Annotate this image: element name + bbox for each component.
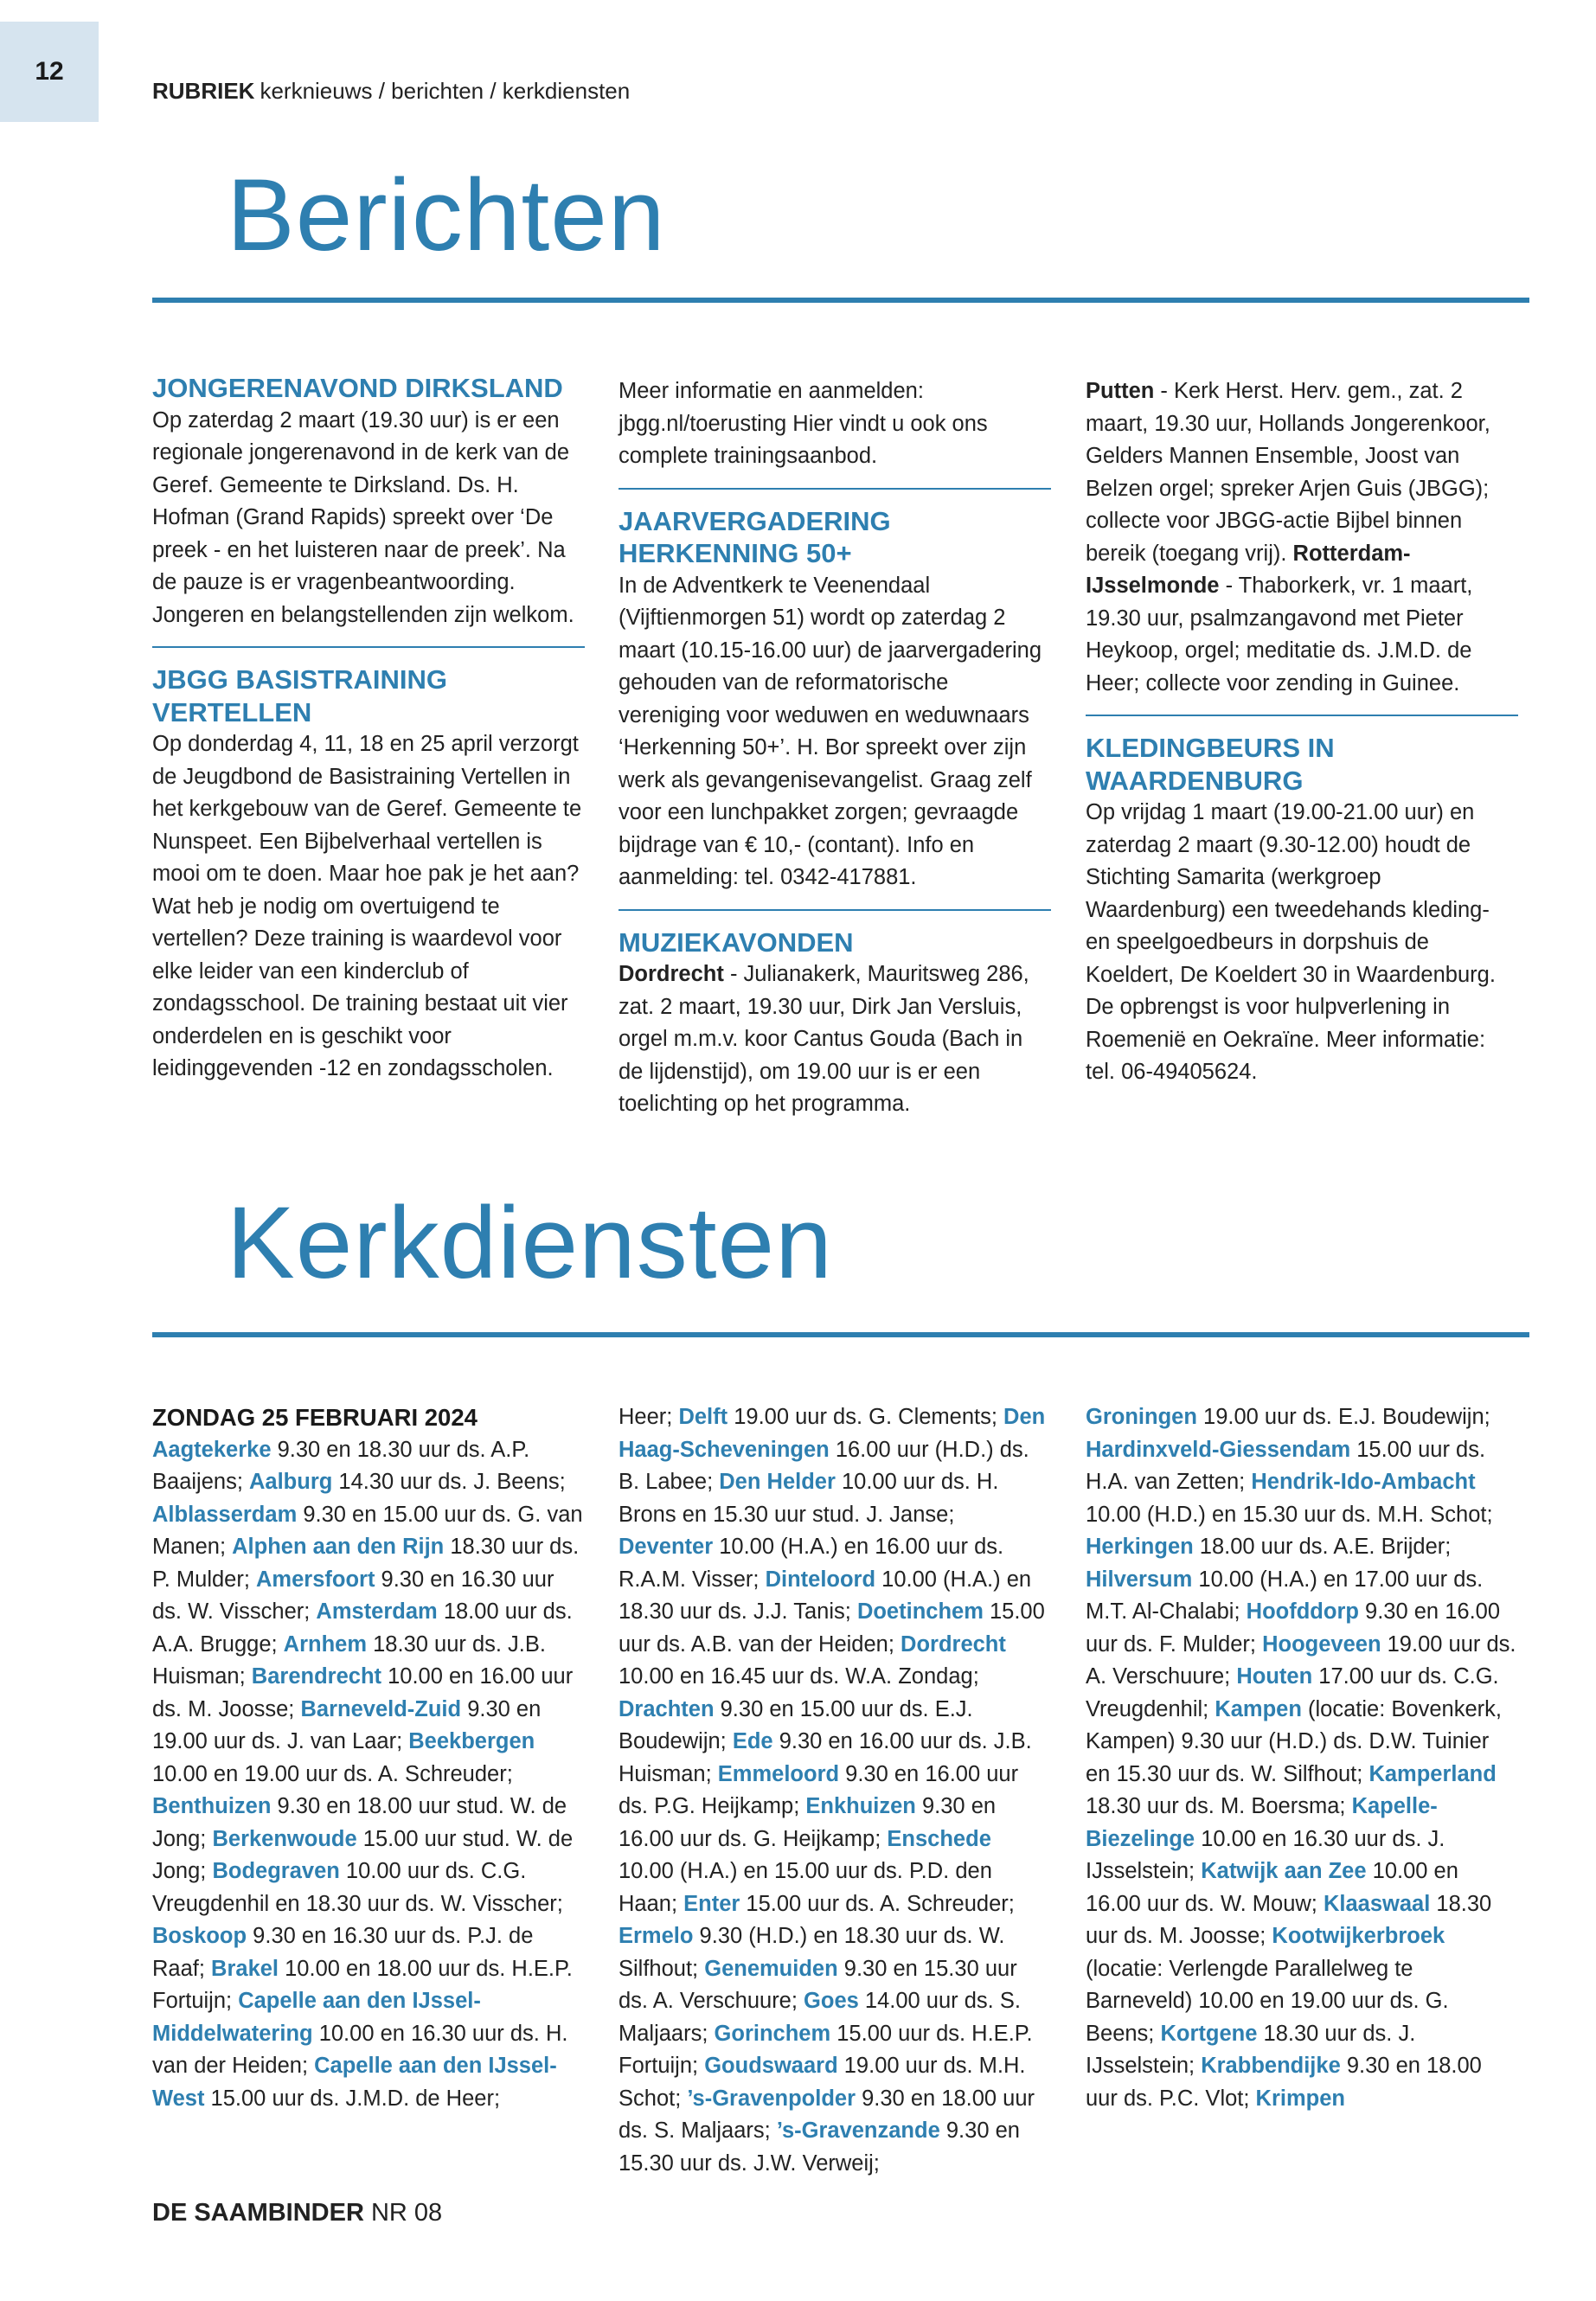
service-place: Katwijk aan Zee: [1201, 1859, 1367, 1883]
service-details: 10.00 en 16.45 uur ds. W.A. Zondag;: [619, 1664, 979, 1689]
service-place: Deventer: [619, 1535, 714, 1559]
service-details: 9.30 en 16.00 uur ds. G. Heijkamp;: [619, 1794, 997, 1851]
article-heading-kledingbeurs: KLEDINGBEURS IN WAARDENBURG: [1086, 733, 1335, 796]
berichten-column-1: [152, 372, 585, 1086]
service-details: 15.00 uur ds. H.E.P. Fortuijn;: [619, 2021, 1033, 2078]
kerkdiensten-column-3: [1086, 1401, 1518, 2115]
service-place: Amersfoort: [256, 1567, 375, 1592]
service-place: Enschede: [887, 1826, 991, 1851]
service-details: 18.30 uur ds. P. Mulder;: [152, 1535, 580, 1592]
service-place: Houten: [1236, 1664, 1313, 1689]
service-place: Goudswaard: [704, 2054, 838, 2078]
service-place: Goes: [804, 1989, 859, 2013]
service-details: 10.00 en 19.00 uur ds. A. Schreuder;: [152, 1761, 513, 1786]
footer: [152, 2199, 442, 2227]
footer-magazine: DE SAAMBINDER: [152, 2199, 364, 2227]
service-details: 10.00 en 16.00 uur ds. W. Mouw;: [1086, 1859, 1458, 1916]
service-place: Emmeloord: [717, 1761, 840, 1786]
service-place: Alblasserdam: [152, 1502, 298, 1527]
service-details: 10.00 en 16.30 uur ds. J. IJsselstein;: [1086, 1826, 1445, 1883]
service-place: Barendrecht: [251, 1664, 382, 1689]
muziek-place-dordrecht: Dordrecht: [619, 962, 724, 986]
service-details: 10.00 (H.D.) en 15.30 uur ds. M.H. Schot;: [1086, 1502, 1493, 1527]
service-place: Den Haag-Scheveningen: [619, 1405, 1046, 1462]
service-details: 18.30 uur ds. M. Joosse;: [1086, 1891, 1492, 1948]
service-details: 9.30 en 18.00 uur ds. P.C. Vlot;: [1086, 2054, 1482, 2111]
article-heading-jaarvergadering: JAARVERGADERING HERKENNING 50+: [619, 505, 891, 568]
service-details: 9.30 en 19.00 uur ds. J. van Laar;: [152, 1696, 542, 1753]
service-details: 9.30 en 16.00 uur ds. F. Mulder;: [1086, 1599, 1501, 1657]
service-place: Kapelle-Biezelinge: [1086, 1794, 1438, 1851]
article-separator: [619, 909, 1051, 911]
service-details: 10.00 en 16.00 uur ds. M. Joosse;: [152, 1664, 574, 1721]
muziek-text-rotterdam: - Thaborkerk, vr. 1 maart, 19.30 uur, psalmzangavond met Pieter Heykoop, orgel; meditatie ds. J.M.D. de Heer; collecte voor zending in Guinee.: [1086, 574, 1473, 695]
berichten-column-3: [1086, 375, 1518, 1089]
service-details: 15.00 uur ds. A. Schreuder;: [740, 1891, 1015, 1916]
article-separator: [152, 646, 585, 648]
article-separator: [619, 488, 1051, 490]
service-place: Hilversum: [1086, 1567, 1193, 1592]
service-details: 18.30 uur ds. M. Boersma;: [1086, 1794, 1352, 1818]
service-place: Groningen: [1086, 1405, 1197, 1429]
service-place: Klaaswaal: [1323, 1891, 1431, 1916]
service-place: Kortgene: [1160, 2021, 1258, 2046]
article-heading-muziekavonden: MUZIEKAVONDEN: [619, 926, 854, 958]
services-list: [1086, 1401, 1518, 2115]
berichten-title: Berichten: [227, 158, 666, 272]
service-place: Delft: [678, 1405, 728, 1429]
service-place: Beekbergen: [408, 1729, 535, 1753]
kerkdiensten-rule: [152, 1332, 1529, 1337]
service-details: 10.00 uur ds. H. Brons en 15.30 uur stud. J. Janse;: [619, 1470, 999, 1527]
service-details: 19.00 uur ds. E.J. Boudewijn;: [1196, 1405, 1490, 1429]
article-heading-jongerenavond: JONGERENAVOND DIRKSLAND: [152, 373, 563, 403]
service-details: 10.00 (H.A.) en 17.00 uur ds. M.T. Al-Chalabi;: [1086, 1567, 1484, 1624]
service-details: 19.00 uur ds. G. Clements;: [727, 1405, 1004, 1429]
service-place: Dinteloord: [765, 1567, 876, 1592]
service-place: Brakel: [211, 1956, 279, 1981]
article-separator: [1086, 715, 1518, 716]
services-list: [152, 1434, 585, 2116]
rubriek-label: RUBRIEK: [152, 78, 255, 104]
service-place: Berkenwoude: [212, 1826, 357, 1851]
muziek-place-rotterdam: Rotterdam-IJsselmonde: [1086, 541, 1411, 598]
service-details: 9.30 (H.D.) en 18.30 uur ds. W. Silfhout;: [619, 1924, 1005, 1981]
service-details: 9.30 en 18.00 uur stud. W. de Jong;: [152, 1794, 567, 1851]
kerkdiensten-column-1: [152, 1401, 585, 2115]
service-details: 15.00 uur ds. H.A. van Zetten;: [1086, 1437, 1486, 1494]
service-details: 9.30 en 18.00 uur ds. S. Maljaars;: [619, 2086, 1035, 2143]
muziek-text-dordrecht: - Julianakerk, Mauritsweg 286, zat. 2 maart, 19.30 uur, Dirk Jan Versluis, orgel m.m.v. koor Cantus Gouda (Bach in de lijdenstijd), om 19.00 uur is er een toelichting op het programma.: [619, 962, 1029, 1116]
service-place: Krimpen: [1255, 2086, 1345, 2111]
service-details: 14.00 uur ds. S. Maljaars;: [619, 1989, 1021, 2046]
service-place: Boskoop: [152, 1924, 247, 1948]
service-details: 9.30 en 15.00 uur ds. E.J. Boudewijn;: [619, 1696, 973, 1753]
service-place: Genemuiden: [704, 1956, 838, 1981]
service-place: Ede: [732, 1729, 773, 1753]
service-place: Dordrecht: [901, 1631, 1006, 1657]
service-place: Herkingen: [1086, 1535, 1194, 1559]
service-place: Den Helder: [719, 1470, 836, 1494]
berichten-column-2: [619, 375, 1051, 1121]
page-number: 12: [0, 22, 99, 122]
service-details: 10.00 uur ds. C.G. Vreugdenhil en 18.30 uur ds. W. Visscher;: [152, 1859, 563, 1916]
service-place: Barneveld-Zuid: [300, 1696, 462, 1721]
service-place: Ermelo: [619, 1924, 694, 1948]
article-body-muziekavonden: [619, 958, 1051, 1121]
kerkdiensten-column-2: [619, 1401, 1051, 2180]
service-details: 9.30 en 18.30 uur ds. A.P. Baaijens;: [152, 1437, 530, 1494]
berichten-rule: [152, 298, 1529, 303]
service-place: Hoogeveen: [1262, 1631, 1381, 1657]
service-details: 19.00 uur ds. M.H. Schot;: [619, 2054, 1026, 2111]
service-details: 9.30 en 16.30 uur ds. W. Visscher;: [152, 1567, 554, 1624]
service-place: Aagtekerke: [152, 1437, 272, 1462]
service-place: Drachten: [619, 1696, 715, 1721]
service-details: (locatie: Bovenkerk, Kampen) 9.30 uur (H.D.) ds. D.W. Tuinier en 15.30 uur ds. W. Silfhout;: [1086, 1696, 1502, 1786]
service-place: Hoofddorp: [1246, 1599, 1359, 1624]
service-place: ’s-Gravenpolder: [687, 2086, 856, 2111]
service-details: 9.30 en 15.30 uur ds. A. Verschuure;: [619, 1956, 1017, 2013]
service-place: Bodegraven: [212, 1859, 340, 1883]
service-details: 9.30 en 15.30 uur ds. J.W. Verweij;: [619, 2118, 1020, 2176]
article-body-jaarvergadering: In de Adventkerk te Veenendaal (Vijftienmorgen 51) wordt op zaterdag 2 maart (10.15-16.00 uur) de jaarvergadering gehouden van de reformatorische vereniging voor weduwen en weduwnaars ‘Herkenning 50+’. H. Bor spreekt over zijn werk als gevangenisevangelist. Graag zelf voor een lunchpakket zorgen; gevraagde bijdrage van € 10,- (contant). Info en aanmelding: tel. 0342-417881.: [619, 573, 1042, 889]
service-details: 19.00 uur ds. A. Verschuure;: [1086, 1631, 1516, 1689]
service-place: Alphen aan den Rijn: [232, 1535, 445, 1559]
service-details: 10.00 (H.A.) en 16.00 uur ds. R.A.M. Visser;: [619, 1535, 1004, 1592]
service-place: Arnhem: [283, 1631, 368, 1657]
services-list: Heer; Delft 19.00 uur ds. G. Clements; Den Haag-Scheveningen 16.00 uur (H.D.) ds. B. Labee; Den Helder 10.00 uur ds. H. Brons en 15.30 uur stud. J. Janse; Deventer 10.00 (H.A.) en 16.00 uur ds. R.A.M. Visser; Dinteloord 10.00 (H.A.) en 18.30 uur ds. J.J. Tanis; Doetinchem 15.00 uur ds. A.B. van der Heiden; Dordrecht 10.00 en 16.45 uur ds. W.A. Zondag; Drachten 9.30 en 15.00 uur ds. E.J. Boudewijn; Ede 9.30 en 16.00 uur ds. J.B. Huisman; Emmeloord 9.30 en 16.00 uur ds. P.G. Heijkamp; Enkhuizen 9.30 en 16.00 uur ds. G. Heijkamp; Enschede 10.00 (H.A.) en 15.00 uur ds. P.D. den Haan; Enter 15.00 uur ds. A. Schreuder; Ermelo 9.30 (H.D.) en 18.30 uur ds. W. Silfhout; Genemuiden 9.30 en 15.30 uur ds. A. Verschuure; Goes 14.00 uur ds. S. Maljaars; Gorinchem 15.00 uur ds. H.E.P. Fortuijn; Goudswaard 19.00 uur ds. M.H. Schot; ’s-Gravenpolder 9.30 en 18.00 uur ds. S. Maljaars; ’s-Gravenzande 9.30 en 15.30 uur ds. J.W. Verweij;: [619, 1405, 1046, 2176]
service-place: Kootwijkerbroek: [1272, 1924, 1445, 1948]
service-place: Gorinchem: [714, 2021, 831, 2046]
service-details: (locatie: Verlengde Parallelweg te Barneveld) 10.00 en 19.00 uur ds. G. Beens;: [1086, 1956, 1449, 2046]
service-details: 15.00 uur ds. J.M.D. de Heer;: [204, 2086, 501, 2111]
service-details: 18.30 uur ds. J.B. Huisman;: [152, 1631, 546, 1689]
kerkdiensten-title: Kerkdiensten: [227, 1186, 833, 1300]
service-details: 9.30 en 16.30 uur ds. P.J. de Raaf;: [152, 1924, 534, 1981]
service-place: ’s-Gravenzande: [776, 2118, 940, 2143]
service-place: Hendrik-Ido-Ambacht: [1251, 1470, 1476, 1494]
muziek-text-putten: - Kerk Herst. Herv. gem., zat. 2 maart, 19.30 uur, Hollands Jongerenkoor, Gelders Mannen Ensemble, Joost van Belzen orgel; spreker Arjen Guis (JBGG); collecte voor JBGG-actie Bijbel binnen bereik (toegang vrij).: [1086, 379, 1490, 566]
service-details: 10.00 en 18.00 uur ds. H.E.P. Fortuijn;: [152, 1956, 573, 2013]
article-body-jongerenavond: Op zaterdag 2 maart (19.30 uur) is er een regionale jongerenavond in de kerk van de Geref. Gemeente te Dirksland. Ds. H. Hofman (Grand Rapids) spreekt over ‘De preek - en het luisteren naar de preek’. Na de pauze is er vragenbeantwoording. Jongeren en belangstellenden zijn welkom.: [152, 407, 574, 627]
service-details: 15.00 uur ds. A.B. van der Heiden;: [619, 1599, 1045, 1657]
service-place: Capelle aan den IJssel-Middelwatering: [152, 1989, 481, 2046]
service-details: 9.30 en 15.00 uur ds. G. van Manen;: [152, 1502, 583, 1559]
service-details: 9.30 en 16.00 uur ds. P.G. Heijkamp;: [619, 1761, 1019, 1818]
service-details: 9.30 en 16.00 uur ds. J.B. Huisman;: [619, 1729, 1032, 1786]
service-date-heading: ZONDAG 25 FEBRUARI 2024: [152, 1404, 478, 1431]
service-place: Aalburg: [249, 1470, 333, 1494]
service-details: 18.00 uur ds. A.A. Brugge;: [152, 1599, 573, 1657]
article-heading-basistraining: JBGG BASISTRAINING VERTELLEN: [152, 664, 448, 727]
service-details: 10.00 en 16.30 uur ds. H. van der Heiden;: [152, 2021, 568, 2078]
service-details: 18.00 uur ds. A.E. Brijder;: [1193, 1535, 1452, 1559]
service-details: 15.00 uur stud. W. de Jong;: [152, 1826, 574, 1883]
service-place: Benthuizen: [152, 1794, 272, 1818]
service-place: Hardinxveld-Giessendam: [1086, 1437, 1351, 1462]
service-place: Enter: [683, 1891, 740, 1916]
service-place: Amsterdam: [316, 1599, 438, 1624]
service-details: 14.30 uur ds. J. Beens;: [332, 1470, 566, 1494]
service-place: Enkhuizen: [805, 1794, 916, 1818]
service-details: 18.30 uur ds. J. IJsselstein;: [1086, 2021, 1416, 2078]
footer-issue: NR 08: [370, 2199, 443, 2227]
service-details: 16.00 uur (H.D.) ds. B. Labee;: [619, 1437, 1029, 1494]
article-body-basistraining: Op donderdag 4, 11, 18 en 25 april verzorgt de Jeugdbond de Basistraining Vertellen in het kerkgebouw van de Geref. Gemeente te Nunspeet. Een Bijbelverhaal vertellen is mooi om te doen. Maar hoe pak je het aan? Wat heb je nodig om overtuigend te vertellen? Deze training is waardevol voor elke leider van een kinderclub of zondagsschool. De training bestaat uit vier onderdelen en is geschikt voor leidinggevenden -12 en zondagsscholen.: [152, 732, 582, 1080]
rubriek-header: [152, 78, 630, 105]
service-place: Kamperland: [1368, 1761, 1497, 1786]
article-body-basistraining-continued: Meer informatie en aanmelden: jbgg.nl/toerusting Hier vindt u ook ons complete trainingsaanbod.: [619, 379, 988, 468]
article-body-muziekavonden-continued: [1086, 375, 1518, 700]
service-place: Krabbendijke: [1201, 2054, 1341, 2078]
service-details: 10.00 (H.A.) en 15.00 uur ds. P.D. den Haan;: [619, 1859, 992, 1916]
rubriek-path: kerknieuws / berichten / kerkdiensten: [260, 78, 631, 104]
service-place: Capelle aan den IJssel-West: [152, 2054, 557, 2111]
service-details: 10.00 (H.A.) en 18.30 uur ds. J.J. Tanis;: [619, 1567, 1032, 1624]
service-place: Kampen: [1215, 1696, 1302, 1721]
service-details: 17.00 uur ds. C.G. Vreugdenhil;: [1086, 1664, 1499, 1721]
service-place: Doetinchem: [856, 1599, 984, 1624]
article-body-kledingbeurs: Op vrijdag 1 maart (19.00-21.00 uur) en zaterdag 2 maart (9.30-12.00) houdt de Stichting Samarita (werkgroep Waardenburg) een tweedehands kleding- en speelgoedbeurs in dorpshuis de Koeldert, De Koeldert 30 in Waardenburg. De opbrengst is voor hulpverlening in Roemenië en Oekraïne. Meer informatie: tel. 06-49405624.: [1086, 800, 1496, 1084]
muziek-place-putten: Putten: [1086, 379, 1155, 403]
